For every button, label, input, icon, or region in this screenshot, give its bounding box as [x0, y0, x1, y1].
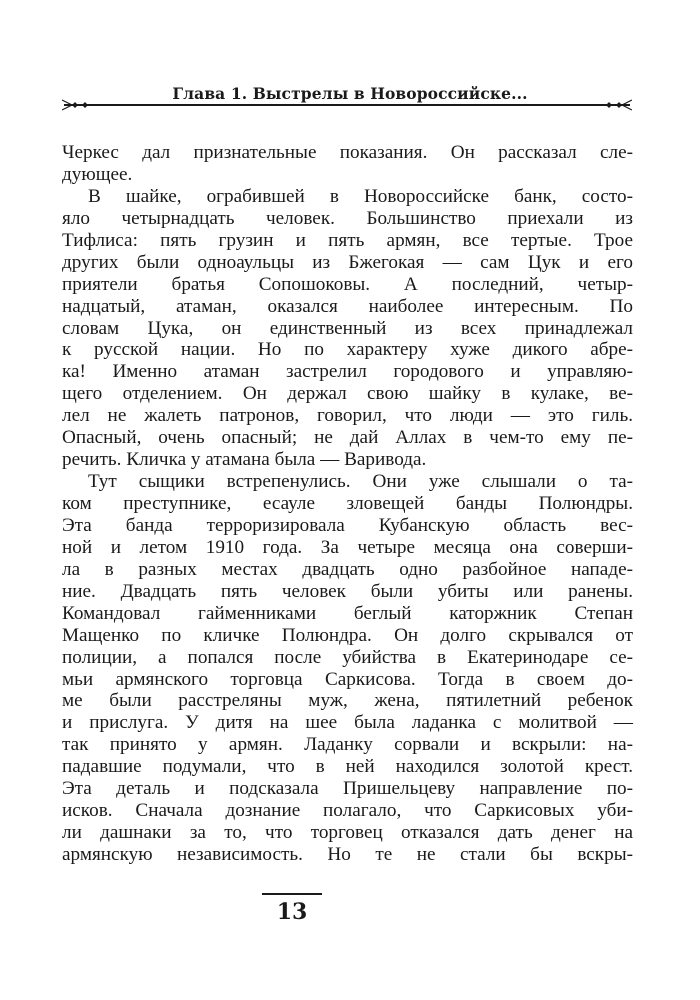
text-line: исков. Сначала дознание полагало, что Саркисовых уби-: [62, 800, 633, 822]
text-line: В шайке, ограбившей в Новороссийске банк, состо-: [88, 185, 633, 207]
text-line: яло четырнадцать человек. Большинство приехали из: [62, 207, 633, 229]
text-line: Эта банда терроризировала Кубанскую область вес-: [62, 514, 633, 536]
text-line: Командовал гайменниками беглый каторжник Степан: [62, 602, 633, 624]
text-line: ние. Двадцать пять человек были убиты или ранены.: [62, 580, 633, 602]
text-line: Опасный, очень опасный; не дай Аллах в чем-то ему пе-: [62, 427, 633, 449]
text-line: Мащенко по кличке Полюндра. Он долго скрывался от: [62, 624, 633, 646]
text-line: ла в разных местах двадцать одно разбойное нападе-: [62, 558, 633, 580]
text-line: ной и летом 1910 года. За четыре месяца она соверши-: [62, 536, 633, 558]
body-text: [62, 142, 633, 866]
text-line: Черкес дал признательные показания. Он рассказал сле-: [62, 142, 633, 163]
text-line: других были одноаульцы из Бжегокая — сам Цук и его: [62, 251, 633, 273]
text-line: ком преступнике, есауле зловещей банды Полюндры.: [62, 493, 633, 514]
text-line: лел не жалеть патронов, говорил, что люди — это гиль.: [62, 405, 633, 427]
running-header: Глава 1. Выстрелы в Новороссийске...: [172, 84, 528, 103]
text-line: мьи армянского торговца Саркисова. Тогда в своем до-: [62, 668, 633, 690]
text-line: полиции, а попался после убийства в Екатеринодаре се-: [62, 646, 633, 668]
text-line: к русской нации. Но по характеру хуже дикого абре-: [62, 339, 633, 361]
text-line: ли дашнаки за то, что торговец отказался дать денег на: [62, 822, 633, 844]
text-line: надцатый, атаман, оказался наиболее интересным. По: [62, 295, 633, 317]
text-line: речить. Кличка у атамана была — Варивода.: [62, 449, 427, 471]
text-line: ка! Именно атаман застрелил городового и управляю-: [62, 361, 633, 383]
text-line: Эта деталь и подсказала Пришельцеву направление по-: [62, 778, 633, 800]
text-line: приятели братья Сопошоковы. А последний, четыр-: [62, 273, 633, 295]
text-line: Тифлиса: пять грузин и пять армян, все тертые. Трое: [62, 229, 633, 251]
page-number: 13: [276, 899, 308, 925]
text-line: так принято у армян. Ладанку сорвали и вскрыли: на-: [62, 734, 633, 756]
text-line: щего отделением. Он держал свою шайку в кулаке, ве-: [62, 383, 633, 405]
text-line: словам Цука, он единственный из всех принадлежал: [62, 317, 633, 339]
text-line: падавшие подумали, что в ней находился золотой крест.: [62, 756, 633, 778]
text-line: и прислуга. У дитя на шее была ладанка с молитвой —: [62, 712, 633, 734]
page-number-rule: [262, 893, 322, 895]
text-line: дующее.: [62, 163, 133, 185]
text-line: ме были расстреляны муж, жена, пятилетний ребенок: [62, 690, 633, 712]
header-ornament-rule: [62, 98, 632, 112]
text-line: Тут сыщики встрепенулись. Они уже слышали о та-: [88, 471, 633, 493]
text-line: армянскую независимость. Но те не стали бы вскры-: [62, 844, 633, 865]
